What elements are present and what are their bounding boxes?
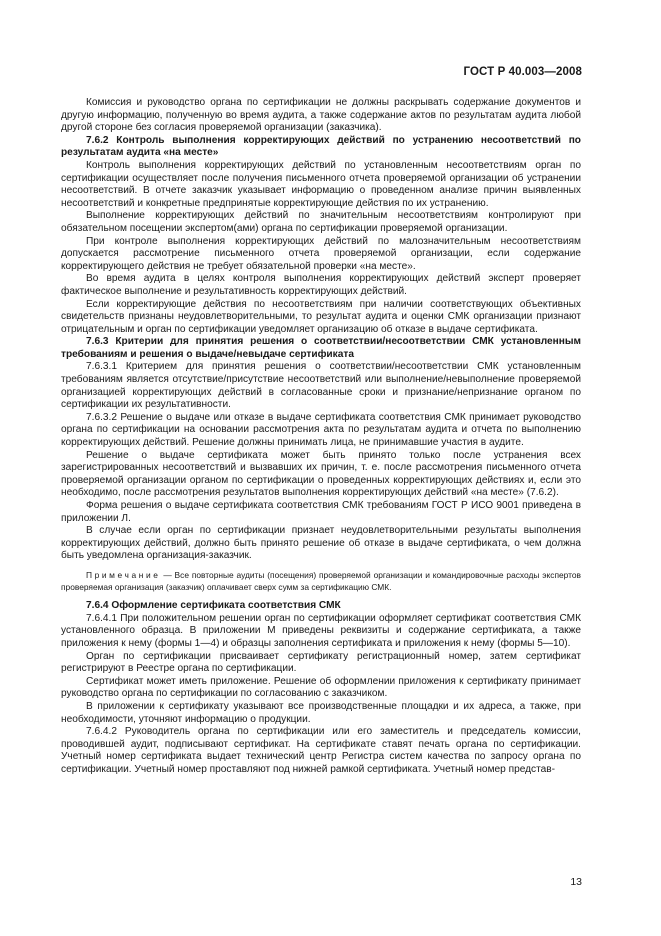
paragraph: В приложении к сертификату указывают все производственные площадки и их адреса, а также, при необходимости, уточняют информацию о продукции. [61,700,581,725]
page-number: 13 [570,876,582,888]
note [61,570,581,593]
paragraph: Комиссия и руководство органа по сертификации не должны раскрывать содержание документов и другую информацию, полученную во время аудита, а также содержание актов по результатам аудита любой другой стороне без согласия проверяемой организации (заказчика). [61,97,581,134]
paragraph: Если корректирующие действия по несоответствиям при наличии соответствующих объективных свидетельств признаны неудовлетворительными, то результат аудита и оценки СМК организации признают отрицательным и орган по сертификации уведомляет организацию об отказе в выдаче сертификата. [61,298,581,335]
body-text [61,97,581,776]
paragraph: 7.6.3.2 Решение о выдаче или отказе в выдаче сертификата соответствия СМК принимает руководство органа по сертификации на основании рассмотрения акта по результатам аудита и отчета по выполнению корректирующих действий. Решение должны принимать лица, не принимавшие участия в аудите. [61,411,581,449]
note-label: Примечание [86,569,161,580]
paragraph: Решение о выдаче сертификата может быть принято только после устранения всех зарегистрированных несоответствий и вызвавших их причин, т. е. после рассмотрения письменного отчета проверяемой организации органом по сертификации о проведенных корректирующих действиях и, если это необходимо, после рассмотрения результатов выполнения корректирующих действий «на месте» (7.6.2). [61,449,581,499]
paragraph: 7.6.4.1 При положительном решении орган по сертификации оформляет сертификат соответствия СМК установленного образца. В приложении М приведены реквизиты и содержание сертификата, а также приложения к нему (формы 1—4) и образцы заполнения сертификата и приложения к нему (формы 5—10). [61,612,581,649]
paragraph: Во время аудита в целях контроля выполнения корректирующих действий эксперт проверяет фактическое выполнение и результативность корректирующих действий. [61,273,581,297]
paragraph: В случае если орган по сертификации признает неудовлетворительными результаты выполнения корректирующих действий, должно быть принято решение об отказе в выдаче сертификата, о чем должна быть уведомлена организация-заказчик. [61,525,581,562]
paragraph: Форма решения о выдаче сертификата соответствия СМК требованиям ГОСТ Р ИСО 9001 приведена в приложении Л. [61,500,581,524]
section-heading: 7.6.3 Критерии для принятия решения о соответствии/несоответствии СМК установленным требованиям и решения о выдаче/невыдаче сертификата [61,336,581,360]
paragraph: Контроль выполнения корректирующих действий по установленным несоответствиям орган по сертификации осуществляет после получения письменного отчета проверяемой организации об устранении несоответствий. В отчете заказчик указывает информацию о проведенном анализе причин выявленных несоответствий и конкретные предпринятые корректирующие действия по их устранению. [61,159,581,209]
standard-code: ГОСТ Р 40.003—2008 [463,66,582,78]
paragraph: Орган по сертификации присваивает сертификату регистрационный номер, затем сертификат регистрируют в Реестре органа по сертификации. [61,650,581,675]
paragraph: Выполнение корректирующих действий по значительным несоответствиям контролируют при обязательном посещении экспертом(ами) органа по сертификации проверяемой организации. [61,210,581,234]
section-heading: 7.6.4 Оформление сертификата соответствия СМК [86,600,341,612]
section-heading: 7.6.2 Контроль выполнения корректирующих действий по устранению несоответствий по результатам аудита «на месте» [61,134,581,159]
paragraph: При контроле выполнения корректирующих действий по малозначительным несоответствиям допускается рассмотрение письменного отчета проверяемой организации, если содержание корректирующего действия не требует обязательной проверки «на месте». [61,235,581,272]
paragraph: 7.6.4.2 Руководитель органа по сертификации или его заместитель и председатель комиссии, проводившей аудит, подписывают сертификат. На сертификате ставят печать органа по сертификации. Учетный номер сертификата выдает технический центр Регистра систем качества по запросу органа по сертификации. Учетный номер проставляют под нижней рамкой сертификата. Учетный номер представ- [61,726,581,775]
paragraph: Сертификат может иметь приложение. Решение об оформлении приложения к сертификату принимает руководство органа по сертификации по согласованию с заказчиком. [61,675,581,700]
note-text: — Все повторные аудиты (посещения) проверяемой организации и командировочные расходы экспертов проверяемая организация (заказчик) оплачивает сверх сумм за сертификацию СМК. [61,569,581,592]
paragraph: 7.6.3.1 Критерием для принятия решения о соответствии/несоответствии СМК установленным требованиям является отсутствие/присутствие несоответствий или выполнение/невыполнение проверяемой организацией корректирующих действий в согласованные сроки и признание/непризнание органом по сертификации их результативности. [61,361,581,411]
